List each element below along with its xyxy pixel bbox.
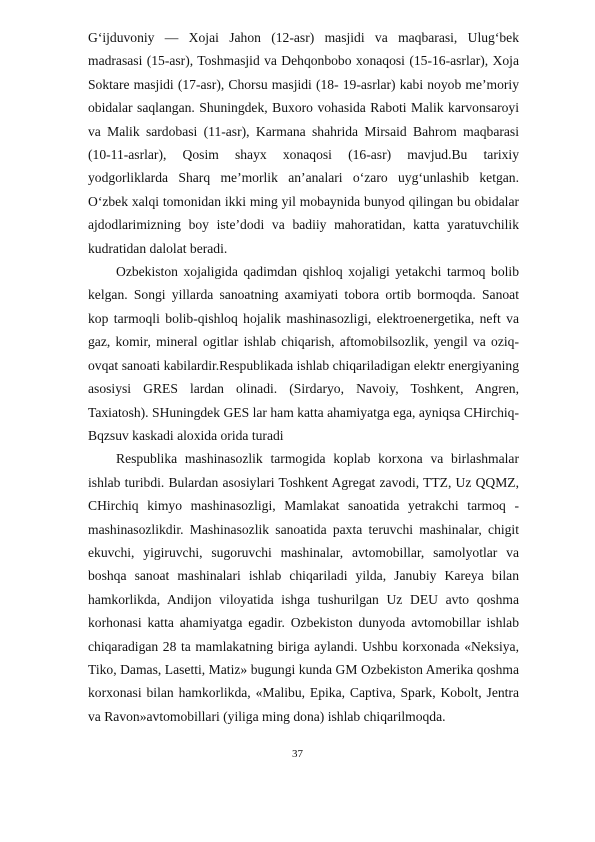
paragraph: G‘ijduvoniy — Xojai Jahon (12-asr) masjidi va maqbarasi, Ulug‘bek madrasasi (15-asr), Toshmasjid va Dehqonbobo xonaqosi (15-16-asrlar), Xoja Soktare masjidi (17-asr), Chorsu masjidi (18- 19-asrlar) kabi noyob me’moriy obidalar saqlangan. Shuningdek, Buxoro vohasida Raboti Malik karvonsaroyi va Malik sardobasi (11-asr), Karmana shahrida Mirsaid Bahrom maqbarasi (10-11-asrlar), Qosim shayx xonaqosi (16-asr) mavjud.Bu tarixiy yodgorliklarda Sharq me’morlik an’analari o‘zaro uyg‘unlashib ketgan. O‘zbek xalqi tomonidan ikki ming yil mobaynida bunyod qilingan bu obidalar ajdodlarimizning boy iste’dodi va badiiy mahoratidan, katta yaratuvchilik kudratidan dalolat beradi. bbox=[88, 30, 519, 256]
paragraph: Respublika mashinasozlik tarmogida koplab korxona va birlashmalar ishlab turibdi. Bulardan asosiylari Toshkent Agregat zavodi, TTZ, Uz QQMZ, CHirchiq kimyo mashinasozligi, Mamlakat sanoatida yetrakchi tarmoq - mashinasozlikdir. Mashinasozlik sanoatida paxta teruvchi mashinalar, chigit ekuvchi, yigiruvchi, sugoruvchi mashinalar, avtomobillar, samolyotlar va boshqa sanoat mashinalari ishlab chiqariladi yilda, Janubiy Kareya bilan hamkorlikda, Andijon viloyatida ishga tushurilgan Uz DEU avto qoshma korhonasi katta ahamiyatga egadir. Ozbekiston dunyoda avtomobillar ishlab chiqaradigan 28 ta mamlakatning biriga aylandi. Ushbu korxonada «Neksiya, Tiko, Damas, Lasetti, Matiz» bugungi kunda GM Ozbekiston Amerika qoshma korxonasi bilan hamkorlikda, «Malibu, Epika, Captiva, Spark, Kobolt, Jentra va Ravon»avtomobillari (yiliga ming dona) ishlab chiqarilmoqda. bbox=[88, 451, 519, 724]
document-body bbox=[88, 26, 519, 728]
page-number: 37 bbox=[292, 748, 303, 760]
paragraph: Ozbekiston xojaligida qadimdan qishloq xojaligi yetakchi tarmoq bolib kelgan. Songi yillarda sanoatning axamiyati tobora ortib bormoqda. Sanoat kop tarmoqli bolib-qishloq hojalik mashinasozligi, elektroenergetika, neft va gaz, komir, mineral ogitlar ishlab chiqarish, aftomobilsozlik, yengil va oziq-ovqat sanoati kabilardir.Respublikada ishlab chiqariladigan elektr energiyaning asosiysi GRES lardan olinadi. (Sirdaryo, Navoiy, Toshkent, Angren, Taxiatosh). SHuningdek GES lar ham katta ahamiyatga ega, ayniqsa CHirchiq-Bqzsuv kaskadi aloxida orida turadi bbox=[88, 264, 519, 443]
